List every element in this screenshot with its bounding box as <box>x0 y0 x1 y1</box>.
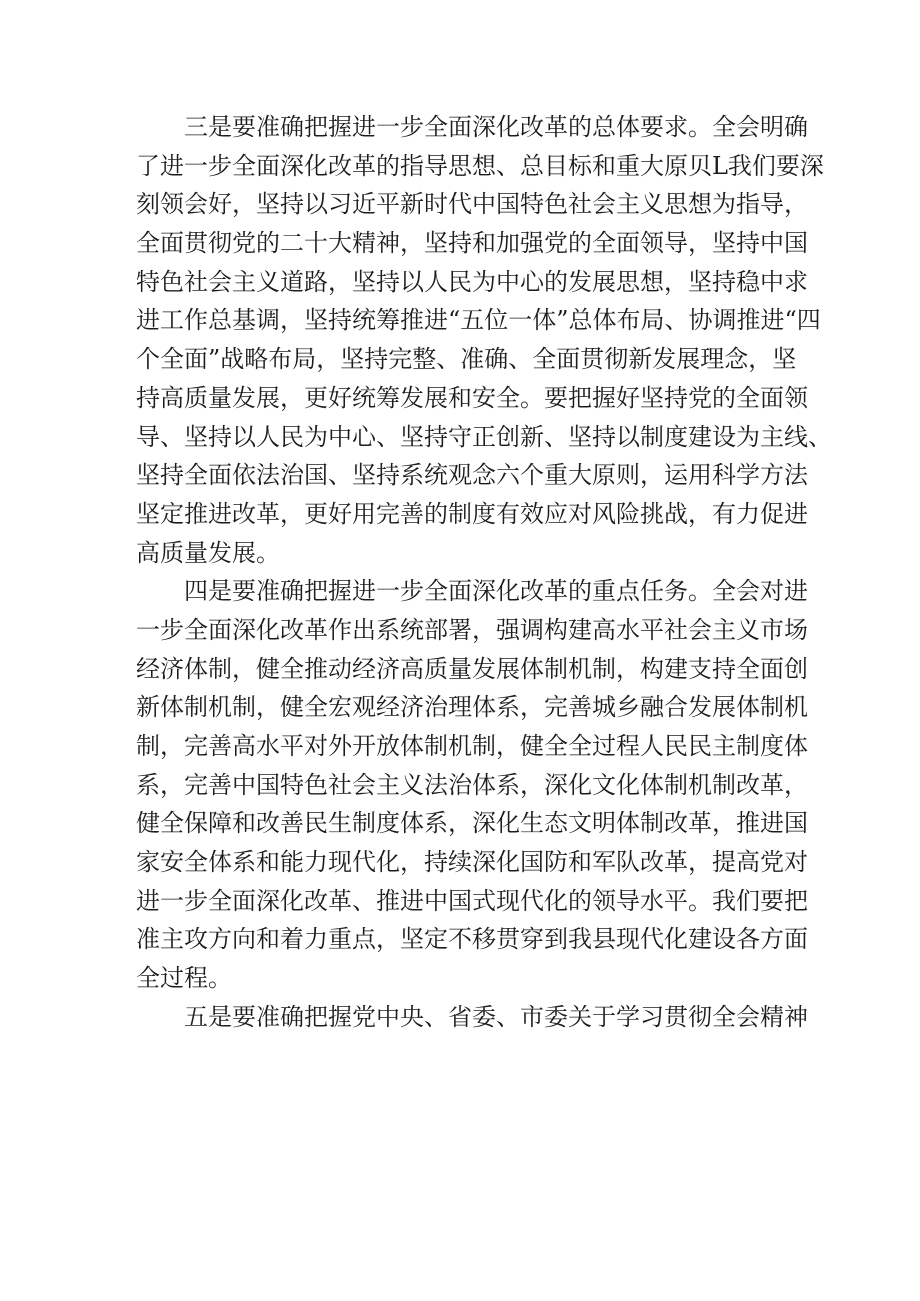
text-line: 新体制机制，健全宏观经济治理体系，完善城乡融合发展体制机 <box>136 693 808 722</box>
text-line: 特色社会主义道路，坚持以人民为中心的发展思想，坚持稳中求 <box>136 267 808 296</box>
text-line: 三是要准确把握进一步全面深化改革的总体要求。全会明确 <box>184 113 808 141</box>
text-line: 坚持全面依法治国、坚持系统观念六个重大原则，运用科学方法 <box>136 461 808 490</box>
text-line: 刻领会好，坚持以习近平新时代中国特色社会主义思想为指导， <box>136 190 808 219</box>
paragraph-study-spirit <box>136 998 808 1037</box>
text-line: 全面贯彻党的二十大精神，坚持和加强党的全面领导，坚持中国 <box>136 229 808 258</box>
text-line: 四是要准确把握进一步全面深化改革的重点任务。全会对进 <box>184 577 808 606</box>
text-line: 进工作总基调，坚持统筹推进“五位一体”总体布局、协调推进“四 <box>136 306 821 335</box>
text-line: 一步全面深化改革作出系统部署，强调构建高水平社会主义市场 <box>136 615 808 644</box>
text-line: 准主攻方向和着力重点，坚定不移贯穿到我县现代化建设各方面 <box>136 925 808 954</box>
text-line: 坚定推进改革，更好用完善的制度有效应对风险挑战，有力促进 <box>136 499 808 528</box>
text-line: 经济体制，健全推动经济高质量发展体制机制，构建支持全面创 <box>136 654 808 683</box>
text-line: 健全保障和改善民生制度体系，深化生态文明体制改革，推进国 <box>136 809 808 838</box>
text-line: 五是要准确把握党中央、省委、市委关于学习贯彻全会精神 <box>184 1002 808 1031</box>
text-line: 持高质量发展，更好统筹发展和安全。要把握好坚持党的全面领 <box>136 383 808 412</box>
text-line: 进一步全面深化改革、推进中国式现代化的领导水平。我们要把 <box>136 886 808 915</box>
text-line: 了进一步全面深化改革的指导思想、总目标和重大原贝L我们要深 <box>136 151 824 180</box>
text-line: 导、坚持以人民为中心、坚持守正创新、坚持以制度建设为主线、 <box>136 422 832 451</box>
paragraph-overall-requirements <box>136 108 832 572</box>
paragraph-key-tasks <box>136 572 808 998</box>
text-line: 个全面”战略布局，坚持完整、准确、全面贯彻新发展理念，坚 <box>136 345 797 374</box>
document-body <box>136 108 832 1037</box>
text-line: 高质量发展。 <box>136 538 280 567</box>
text-line: 系，完善中国特色社会主义法治体系，深化文化体制机制改革， <box>136 770 808 799</box>
text-line: 制，完善高水平对外开放体制机制，健全全过程人民民主制度体 <box>136 732 808 760</box>
text-line: 家安全体系和能力现代化，持续深化国防和军队改革，提高党对 <box>136 848 808 877</box>
text-line: 全过程。 <box>136 964 232 993</box>
